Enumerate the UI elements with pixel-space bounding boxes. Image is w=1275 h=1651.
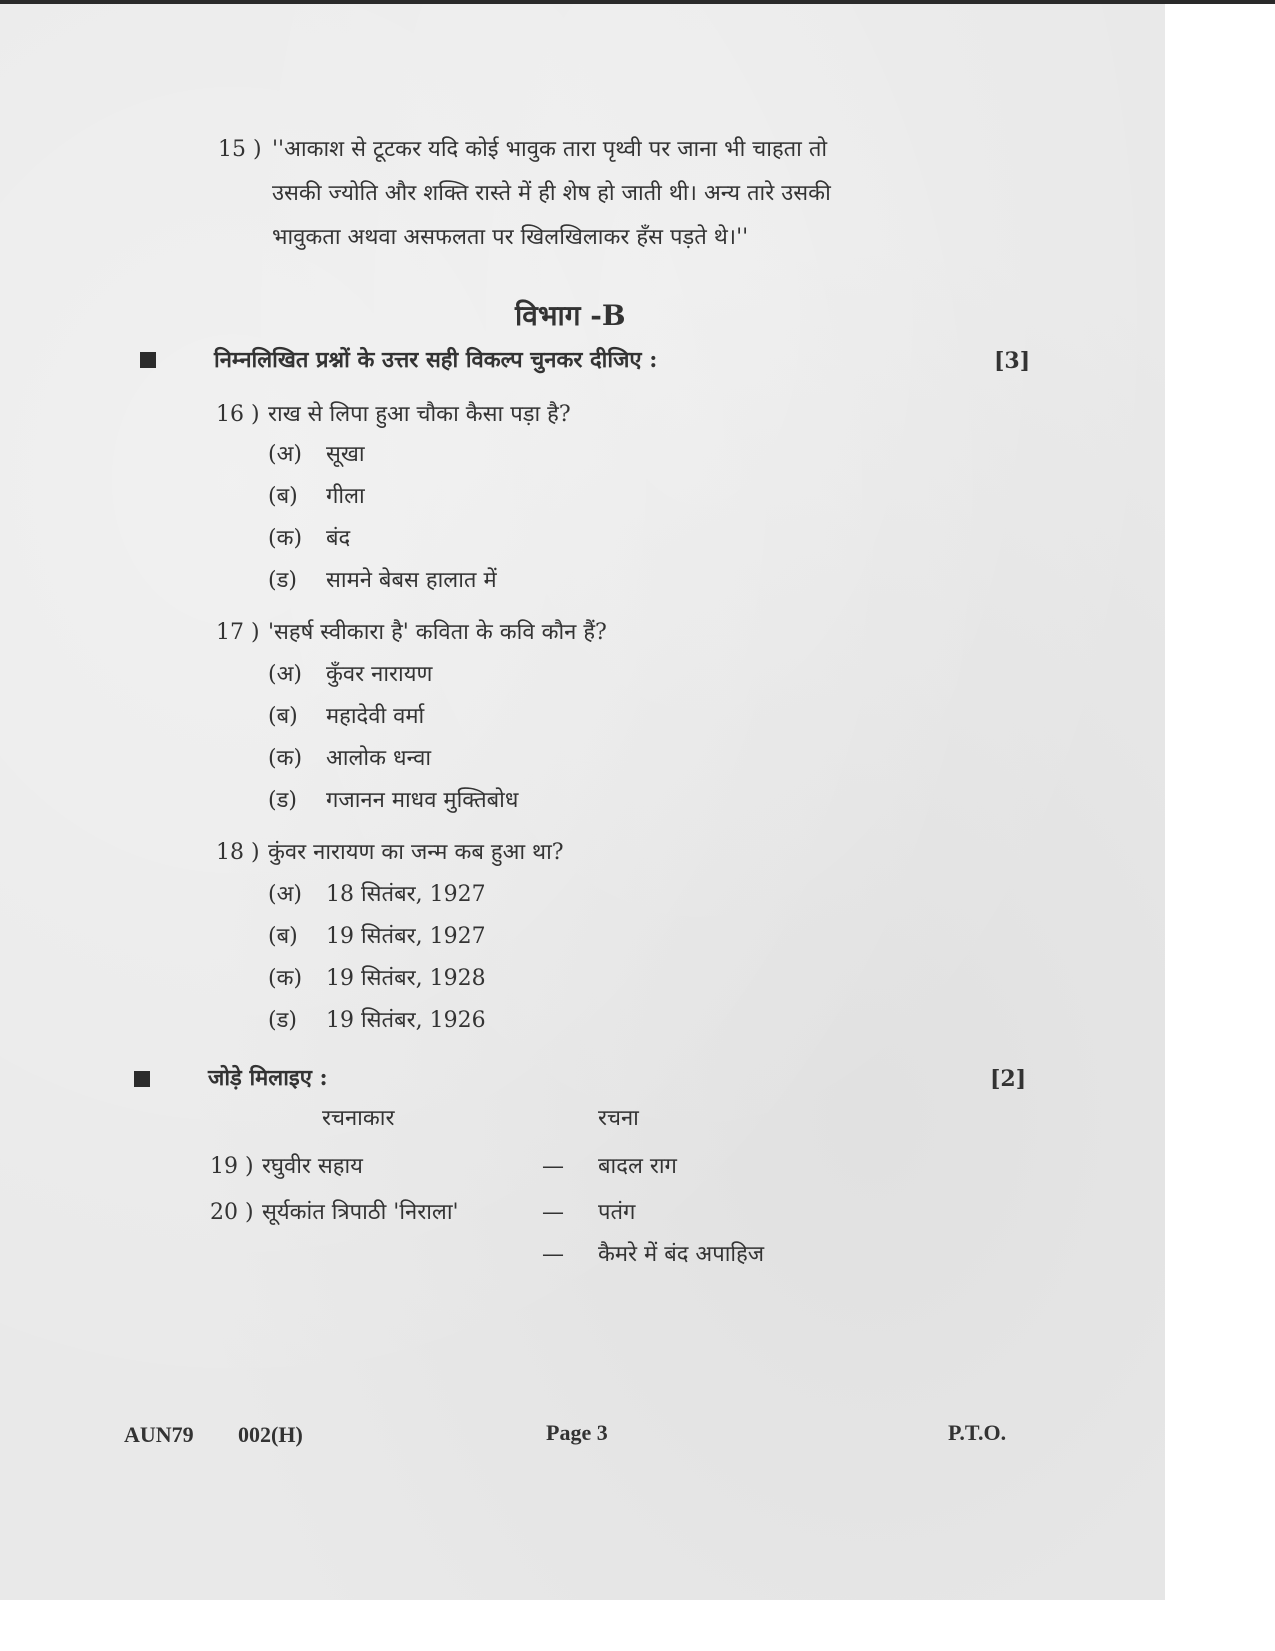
- mcq-instruction: निम्नलिखित प्रश्नों के उत्तर सही विकल्प चुनकर दीजिए :: [214, 347, 658, 373]
- q15-number: 15 ): [218, 137, 262, 162]
- match-left-header: रचनाकार: [322, 1106, 395, 1131]
- bullet-square-icon: [134, 1071, 150, 1087]
- option: (ड) गजानन माधव मुक्तिबोध: [268, 788, 519, 813]
- q15-line-3: भावुकता अथवा असफलता पर खिलखिलाकर हँस पड़ते थे।'': [272, 225, 749, 250]
- footer-paper: 002(H): [238, 1422, 303, 1447]
- question-text: राख से लिपा हुआ चौका कैसा पड़ा है?: [268, 402, 571, 427]
- option: (अ) 18 सितंबर, 1927: [268, 882, 486, 907]
- match-left-item: रघुवीर सहाय: [262, 1154, 363, 1179]
- match-instruction: जोड़े मिलाइए :: [208, 1065, 328, 1091]
- bullet-square-icon: [140, 352, 156, 368]
- question-number: 17 ): [216, 620, 260, 645]
- option: (अ) कुँवर नारायण: [268, 662, 433, 687]
- q15-line-2: उसकी ज्योति और शक्ति रास्ते में ही शेष हो जाती थी। अन्य तारे उसकी: [272, 181, 831, 206]
- match-row-number: 20 ): [210, 1200, 254, 1225]
- option: (ब) महादेवी वर्मा: [268, 704, 425, 729]
- option: (क) आलोक धन्वा: [268, 746, 432, 771]
- option: (ड) सामने बेबस हालात में: [268, 568, 497, 593]
- match-right-item: पतंग: [598, 1200, 636, 1225]
- match-marks: [2]: [990, 1066, 1027, 1092]
- footer-code: AUN79: [124, 1422, 194, 1447]
- option: (अ) सूखा: [268, 442, 365, 467]
- match-right-item: बादल राग: [598, 1154, 677, 1179]
- match-right-header: रचना: [598, 1106, 639, 1131]
- scan-top-edge: [0, 0, 1275, 4]
- question-number: 16 ): [216, 402, 260, 427]
- option: (ड) 19 सितंबर, 1926: [268, 1008, 486, 1033]
- match-right-item: कैमरे में बंद अपाहिज: [598, 1242, 765, 1267]
- q15-line-1: ''आकाश से टूटकर यदि कोई भावुक तारा पृथ्वी पर जाना भी चाहता तो: [272, 137, 828, 162]
- match-dash: —: [542, 1200, 564, 1225]
- option: (ब) गीला: [268, 484, 365, 509]
- question-number: 18 ): [216, 840, 260, 865]
- question-text: 'सहर्ष स्वीकारा है' कविता के कवि कौन हैं?: [268, 620, 607, 645]
- question-text: कुंवर नारायण का जन्म कब हुआ था?: [268, 840, 564, 865]
- match-dash: —: [542, 1154, 564, 1179]
- option: (क) 19 सितंबर, 1928: [268, 966, 486, 991]
- option: (ब) 19 सितंबर, 1927: [268, 924, 486, 949]
- match-left-item: सूर्यकांत त्रिपाठी 'निराला': [262, 1200, 459, 1225]
- option: (क) बंद: [268, 526, 351, 551]
- footer-pto: P.T.O.: [948, 1420, 1007, 1445]
- match-dash: —: [542, 1242, 564, 1267]
- footer-page-number: Page 3: [546, 1420, 608, 1445]
- match-row-number: 19 ): [210, 1154, 254, 1179]
- mcq-marks: [3]: [994, 348, 1031, 374]
- section-heading: विभाग -B: [515, 299, 626, 332]
